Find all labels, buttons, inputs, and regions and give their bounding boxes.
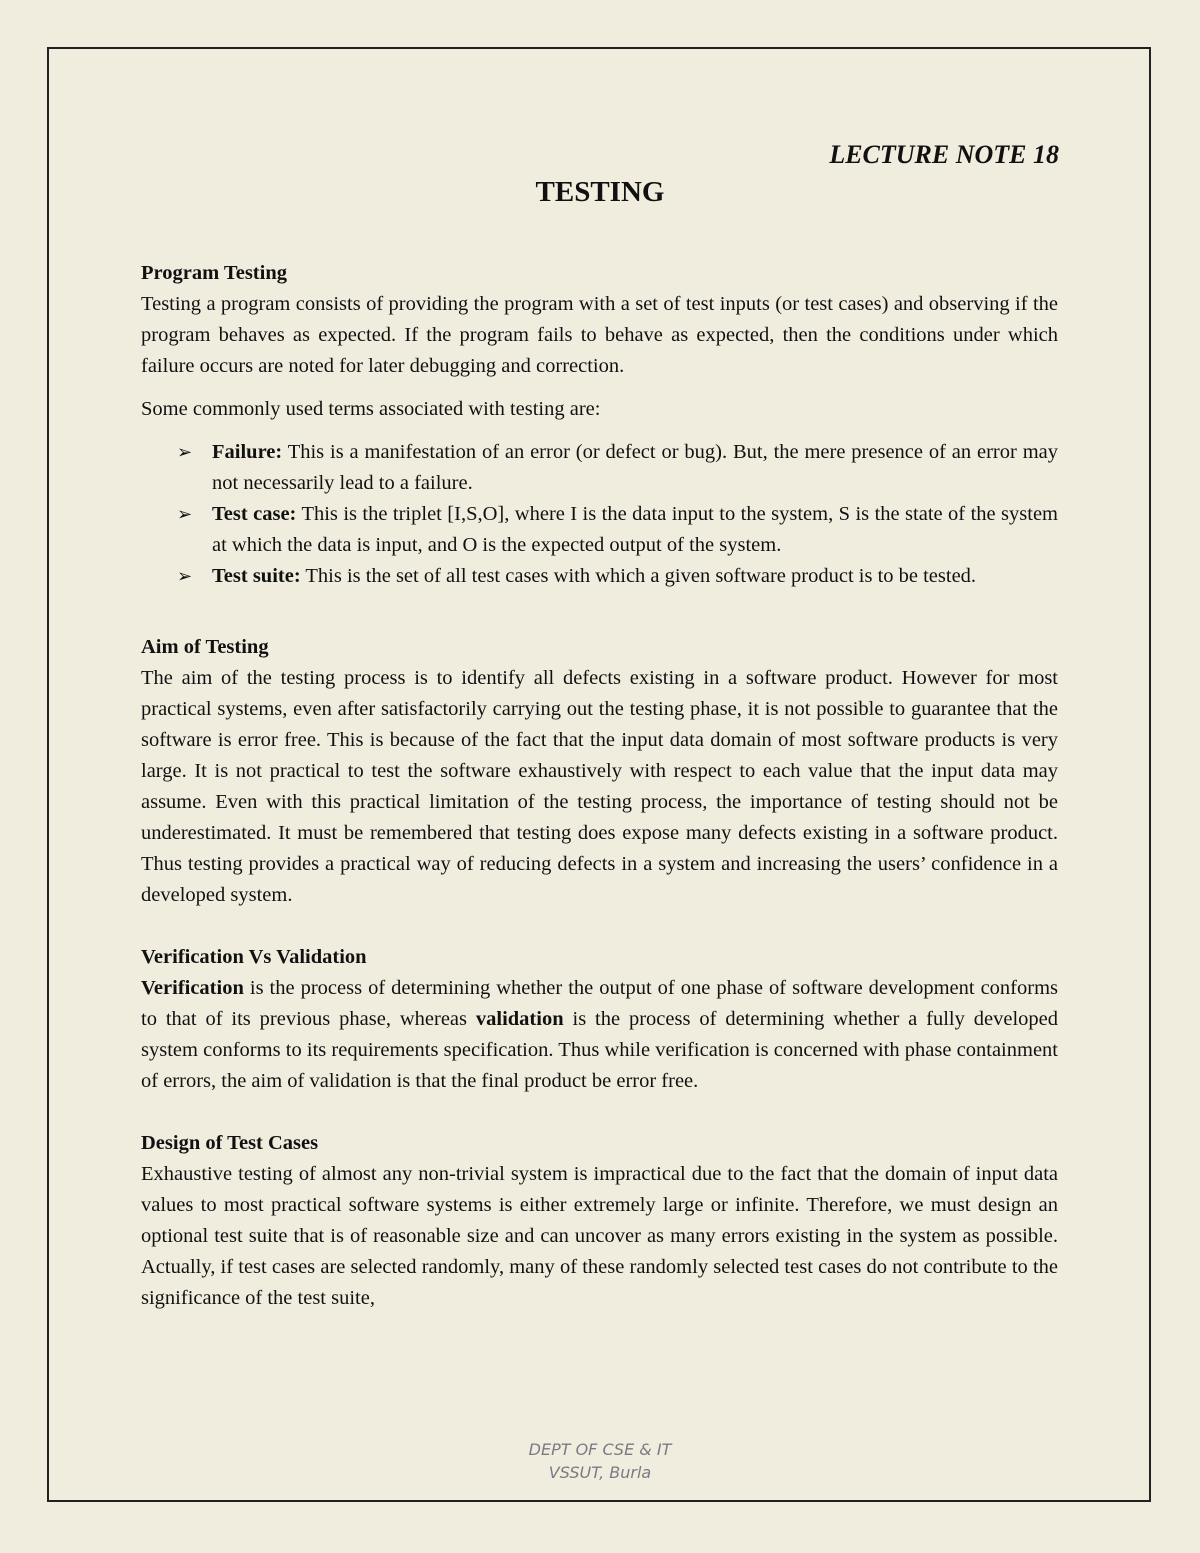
section-heading-aim-of-testing: Aim of Testing	[141, 636, 269, 658]
document-body	[141, 258, 1058, 1314]
term-text: This is a manifestation of an error (or defect or bug). But, the mere presence of an error may not necessarily lead to a failure.	[212, 441, 1058, 494]
section-heading-program-testing: Program Testing	[141, 262, 287, 284]
term-text: This is the set of all test cases with which a given software product is to be tested.	[300, 565, 977, 587]
list-item	[141, 499, 1058, 561]
footer-department: DEPT OF CSE & IT	[528, 1440, 672, 1459]
footer-institution: VSSUT, Burla	[548, 1463, 652, 1482]
text-segment: is the process of determining whether the output of one phase of software development conforms to that of its previous phase, whereas	[141, 977, 1058, 1030]
term-text: This is the triplet [I,S,O], where I is the data input to the system, S is the state of the system at which the data is input, and O is the expected output of the system.	[212, 503, 1058, 556]
terms-list	[141, 437, 1058, 592]
terms-intro: Some commonly used terms associated with testing are:	[141, 398, 601, 420]
term-label: Failure:	[212, 441, 283, 463]
arrow-bullet-icon: ➢	[177, 566, 193, 586]
paragraph-design-of-test-cases: Exhaustive testing of almost any non-trivial system is impractical due to the fact that the domain of input data values to most practical software systems is either extremely large or infinite. Therefore, we must design an optional test suite that is of reasonable size and can uncover as many errors existing in the system as possible. Actually, if test cases are selected randomly, many of these randomly selected test cases do not contribute to the significance of the test suite,	[141, 1163, 1058, 1309]
page-title: TESTING	[535, 176, 665, 208]
section-heading-verification-vs-validation: Verification Vs Validation	[141, 946, 367, 968]
bold-term-validation: validation	[475, 1008, 564, 1030]
list-item	[141, 561, 1058, 592]
bold-term-verification: Verification	[141, 977, 244, 999]
list-item	[141, 437, 1058, 499]
section-heading-design-of-test-cases: Design of Test Cases	[141, 1132, 319, 1154]
paragraph-aim-of-testing: The aim of the testing process is to identify all defects existing in a software product. However for most practical systems, even after satisfactorily carrying out the testing phase, it is not possible to guarantee that the software is error free. This is because of the fact that the input data domain of most software products is very large. It is not practical to test the software exhaustively with respect to each value that the input data may assume. Even with this practical limitation of the testing process, the importance of testing should not be underestimated. It must be remembered that testing does expose many defects existing in a software product. Thus testing provides a practical way of reducing defects in a system and increasing the users’ confidence in a developed system.	[141, 667, 1058, 906]
arrow-bullet-icon: ➢	[177, 442, 193, 462]
lecture-note-label: LECTURE NOTE 18	[829, 140, 1059, 169]
text-segment: is the process of determining whether a fully developed system conforms to its requirements specification. Thus while verification is concerned with phase containment of errors, the aim of validation is that the final product be error free.	[141, 1008, 1058, 1092]
page-footer	[0, 1438, 1200, 1484]
term-label: Test case:	[212, 503, 297, 525]
arrow-bullet-icon: ➢	[177, 504, 193, 524]
paragraph-program-testing: Testing a program consists of providing the program with a set of test inputs (or test cases) and observing if the program behaves as expected. If the program fails to behave as expected, then the conditions under which failure occurs are noted for later debugging and correction.	[141, 293, 1058, 377]
term-label: Test suite:	[212, 565, 301, 587]
paragraph-verification-vs-validation	[141, 973, 1058, 1097]
